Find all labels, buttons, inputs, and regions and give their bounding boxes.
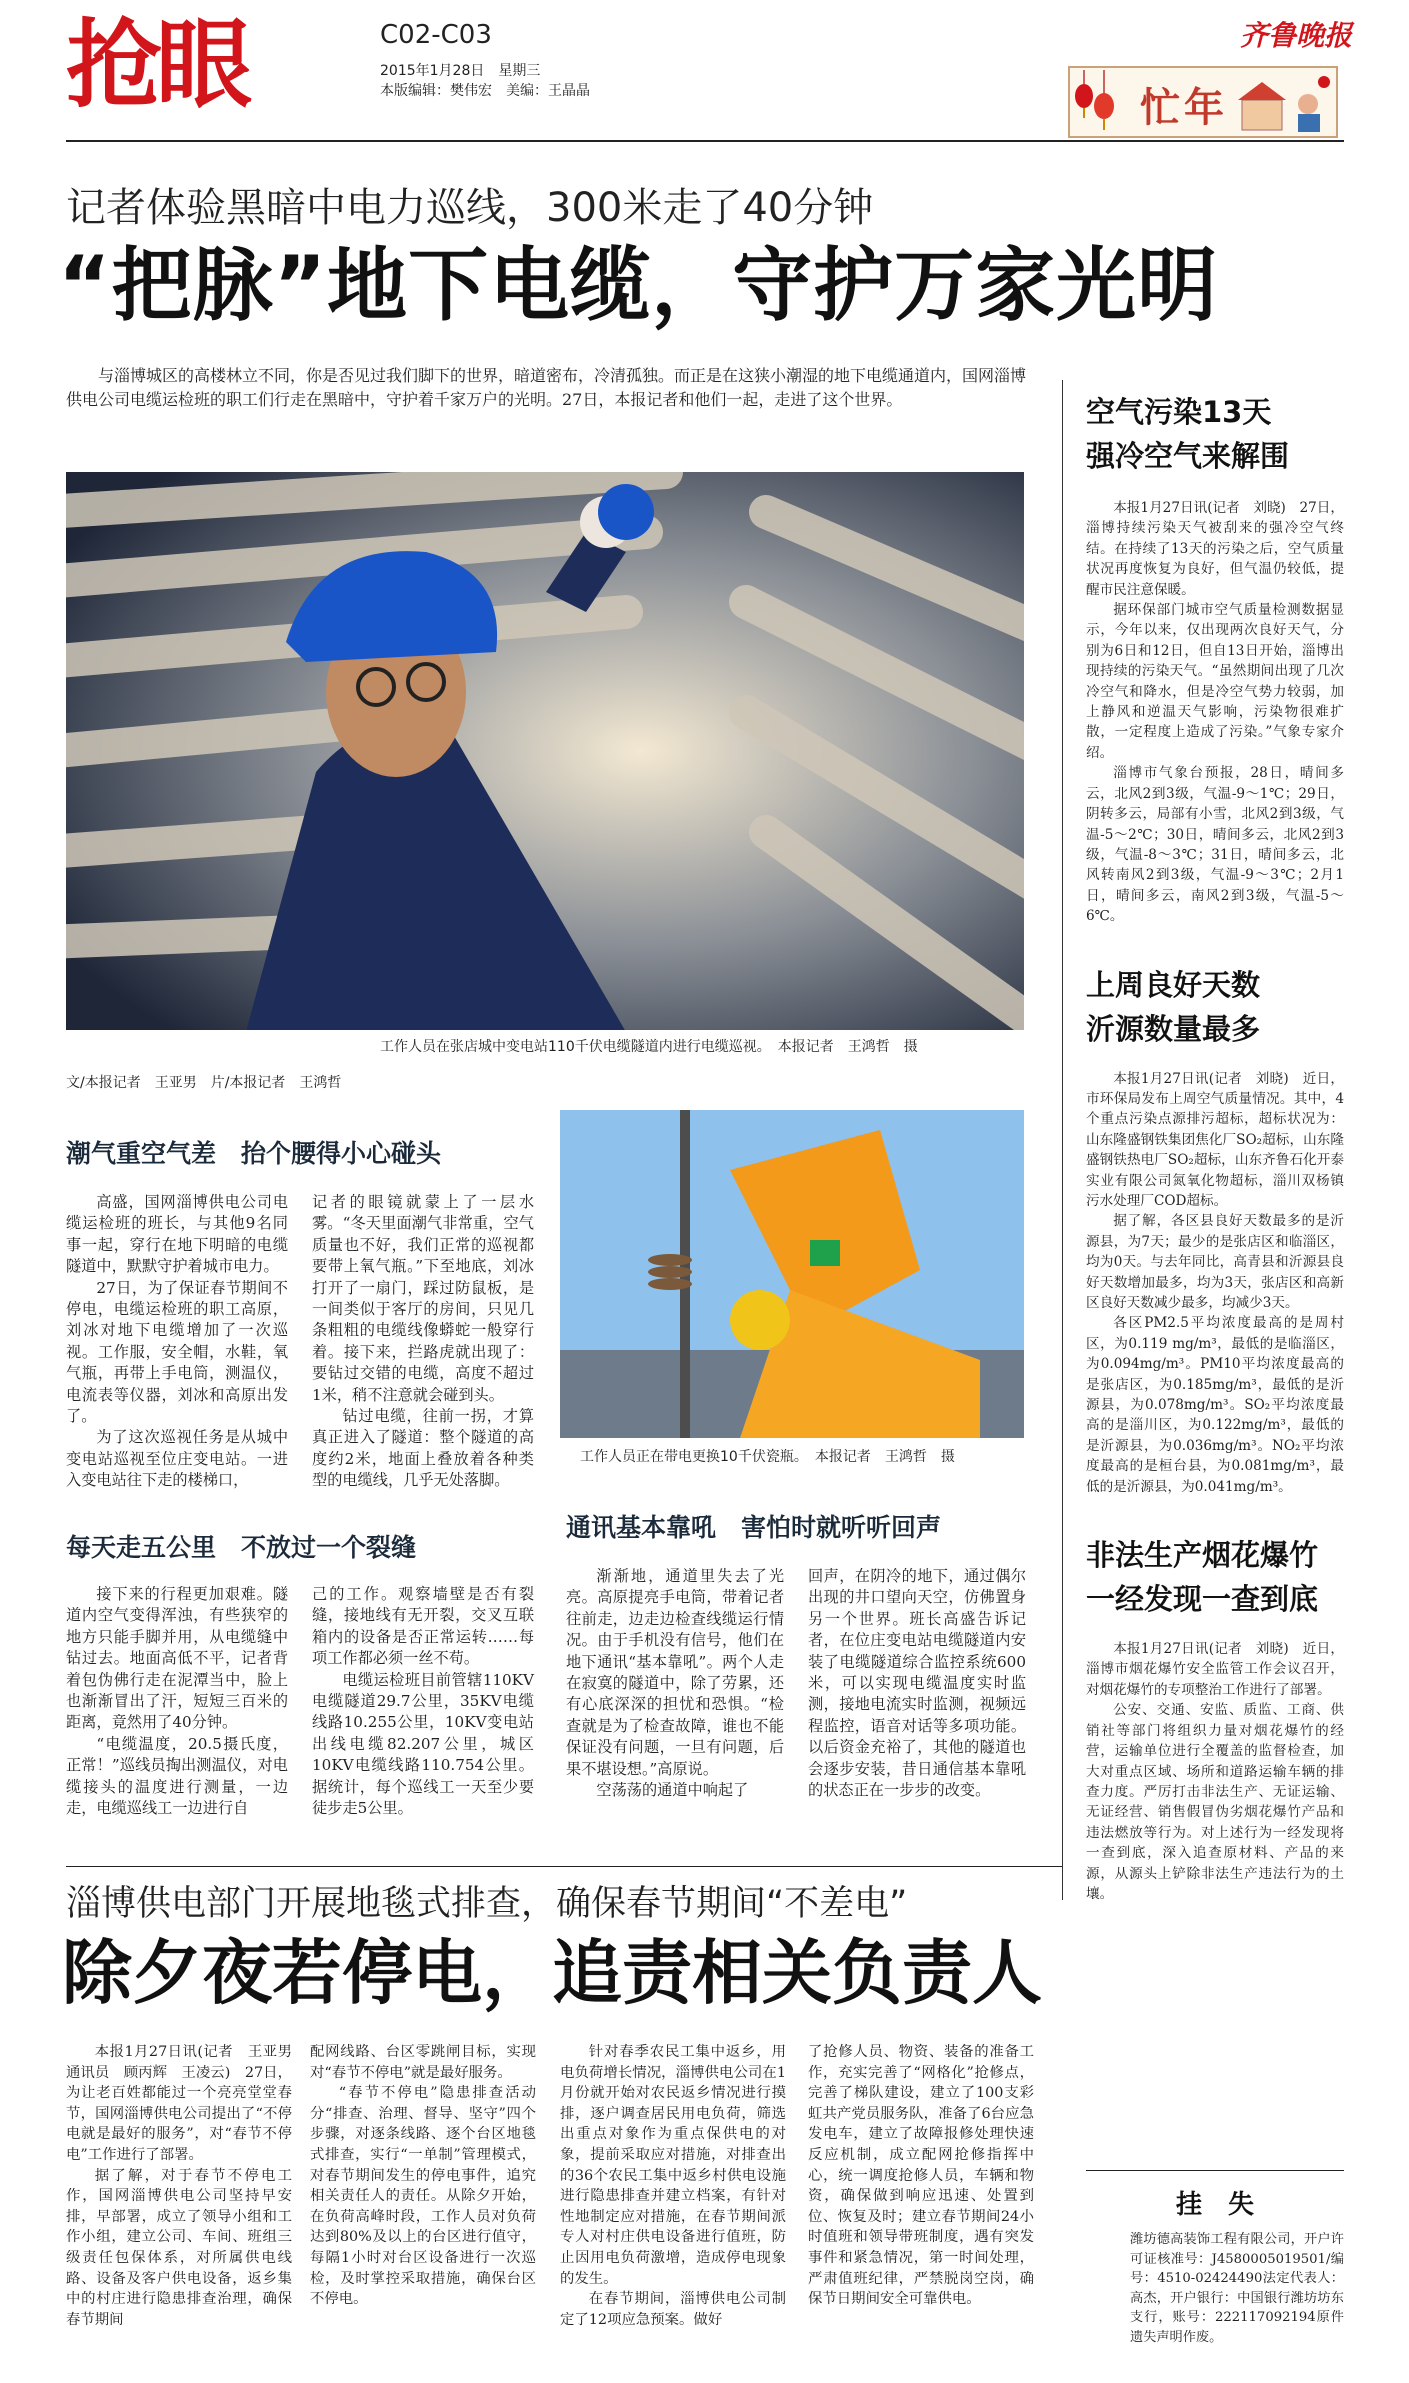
lost-notice-body [1130, 2230, 1344, 2347]
second-photo [560, 1110, 1024, 1438]
sidebar-story3-body [1086, 1639, 1344, 1904]
s2c2-p2: 电缆运检班目前管辖110KV电缆隧道29.7公里，35KV电缆线路10.255公里，10KV变电站出线电缆82.207公里，城区10KV电缆线路110.754公里。据统计，每个巡线工一天至少要徒步走5公里。 [312, 1670, 534, 1818]
s1c1-p2: 27日，为了保证春节期间不停电，电缆运检班的职工高原，刘冰对地下电缆增加了一次巡视。工作服，安全帽，水鞋，氧气瓶，再带上手电筒，测温仪，电流表等仪器，刘冰和高原出发了。 [66, 1278, 288, 1426]
section1-title: 潮气重空气差 抬个腰得小心碰头 [66, 1139, 442, 1168]
bottom-col3 [560, 2042, 786, 2330]
sidebar-story2-body [1086, 1069, 1344, 1498]
s2-p1: 本报1月27日讯(记者 刘晓) 近日，市环保局发布上周空气质量情况。其中，4个重点污染点源排污超标，超标状况为：山东隆盛钢铁集团焦化厂SO₂超标，山东隆盛钢铁热电厂SO₂超标，山东齐鲁石化开泰实业有限公司氮氧化物超标，淄川双杨镇污水处理厂COD超标。 [1086, 1070, 1344, 1209]
paper-name-logo: 齐鲁晚报 [1240, 19, 1353, 52]
lead-intro-text: 与淄博城区的高楼林立不同，你是否见过我们脚下的世界，暗道密布，冷清孤独。而正是在这狭小潮湿的地下电缆通道内，国网淄博供电公司电缆运检班的职工们行走在黑暗中，守护着千家万户的光明。27日，本报记者和他们一起，走进了这个世界。 [66, 366, 1027, 409]
s3c2-p1: 回声，在阴冷的地下，通过偶尔出现的井口望向天空，仿佛置身另一个世界。班长高盛告诉记者，在位庄变电站电缆隧道内安装了电缆隧道综合监控系统600米，可以实现电缆温度实时监测，接地电流实时监测，视频远程监控，语音对话等多项功能。以后资金充裕了，其他的隧道也会逐步安装，昔日通信基本靠吼的状态正在一步步的改变。 [808, 1567, 1026, 1800]
s1-p1: 本报1月27日讯(记者 刘晓) 27日，淄博持续污染天气被刮来的强冷空气终结。在持续了13天的污染之后，空气质量状况再度恢复为良好，但气温仍较低，提醒市民注意保暖。 [1086, 500, 1344, 598]
section2-title: 每天走五公里 不放过一个裂缝 [66, 1533, 417, 1562]
s3c1-p1: 渐渐地，通道里失去了光亮。高原提亮手电筒，带着记者往前走，边走边检查线缆运行情况。由于手机没有信号，他们在地下通讯“基本靠吼”。两个人走在寂寞的隧道中，除了劳累，还有心底深深的担忧和恐惧。“检查就是为了检查故障，谁也不能保证没有问题，一旦有问题，后果不堪设想。”高原说。 [566, 1567, 784, 1778]
s1c2-p2: 钻过电缆，往前一拐，才算真正进入了隧道：整个隧道的高度约2米，地面上叠放着各种类型的电缆线，几乎无处落脚。 [312, 1407, 534, 1490]
sidebar-story2-title: 上周良好天数 沂源数量最多 [1086, 967, 1261, 1046]
section-title: 抢眼 [66, 9, 246, 121]
masthead [0, 0, 1409, 142]
s3-p1: 本报1月27日讯(记者 刘晓) 近日，淄博市烟花爆竹安全监管工作会议召开，对烟花爆竹的专项整治工作进行了部署。 [1086, 1641, 1344, 1698]
lead-intro [66, 364, 1026, 412]
bottom-col1 [66, 2042, 307, 2330]
s1c2-p1: 记者的眼镜就蒙上了一层水雾。“冬天里面潮气非常重，空气质量也不好，我们正常的巡视都要带上氧气瓶。”下至地底，刘冰打开了一扇门，踩过防鼠板，是一间类似于客厅的房间，只见几条粗粗的电缆线像蟒蛇一般穿行着。接下来，拦路虎就出现了：要钻过交错的电缆，高度不超过1米，稍不注意就会碰到头。 [312, 1193, 534, 1404]
s1-p3: 淄博市气象台预报，28日，晴间多云，北风2到3级，气温-9～1℃；29日，阴转多云，局部有小雪，北风2到3级，气温-5～2℃；30日，晴间多云，北风2到3级，气温-8～3℃；31日，晴间多云，北风转南风2到3级，气温-9～3℃；2月1日，晴间多云，南风2到3级，气温-5～6℃。 [1086, 765, 1344, 925]
s1c1-p1: 高盛，国网淄博供电公司电缆运检班的班长，与其他9名同事一起，穿行在地下明暗的电缆隧道中，默默守护着城市电力。 [66, 1193, 288, 1276]
b4-p1: 了抢修人员、物资、装备的准备工作，充实完善了“网格化”抢修点，完善了梯队建设，建立了100支彩虹共产党员服务队，准备了6台应急发电车，建立了故障报修处理快速反应机制，成立配网抢修指挥中心，统一调度抢修人员，车辆和物资，确保做到响应迅速、处置到位、恢复及时；建立春节期间24小时值班和领导带班制度，遇有突发事件和紧急情况，第一时间处理，严肃值班纪律，严禁脱岗空岗，确保节日期间安全可靠供电。 [808, 2044, 1034, 2308]
bottom-headline: 除夕夜若停电，追责相关负责人 [62, 1932, 1042, 2014]
section3-col1 [566, 1566, 784, 1801]
section2-col1 [66, 1584, 288, 1819]
second-photo-caption: 工作人员正在带电更换10千伏瓷瓶。 本报记者 王鸿哲 摄 [580, 1449, 955, 1465]
worker-insulator-photo [560, 1110, 1024, 1438]
date-line: 2015年1月28日 星期三 [380, 63, 541, 79]
lost-notice-rule [1086, 2170, 1344, 2171]
festival-badge [1068, 66, 1338, 138]
s3-p2: 公安、交通、安监、质监、工商、供销社等部门将组织力量对烟花爆竹的经营，运输单位进行全覆盖的监督检查，加大对重点区域、场所和道路运输车辆的排查力度。严厉打击非法生产、无证运输、无证经营、销售假冒伪劣烟花爆竹产品和违法燃放等行为。对上述行为一经发现将一查到底，深入追查原材料、产品的来源，从源头上铲除非法生产违法行为的土壤。 [1086, 1702, 1344, 1902]
b3-p2: 在春节期间，淄博供电公司制定了12项应急预案。做好 [560, 2291, 786, 2328]
section3-title: 通讯基本靠吼 害怕时就听听回声 [566, 1513, 942, 1542]
cable-tunnel-photo [66, 472, 1024, 1030]
section3-col2 [808, 1566, 1026, 1801]
badge-text: 忙年 [1140, 84, 1228, 131]
main-photo-caption: 工作人员在张店城中变电站110千伏电缆隧道内进行电缆巡视。 本报记者 王鸿哲 摄 [380, 1039, 918, 1055]
page-range: C02-C03 [380, 20, 492, 50]
b2-p1: 配网线路、台区零跳闸目标，实现对“春节不停电”就是最好服务。 [310, 2044, 536, 2081]
lead-headline: “把脉”地下电缆，守护万家光明 [58, 239, 1219, 332]
masthead-rule [66, 140, 1344, 142]
s1-p2: 据环保部门城市空气质量检测数据显示，今年以来，仅出现两次良好天气，分别为6日和12日，但自13日开始，淄博出现持续的污染天气。“虽然期间出现了几次冷空气和降水，但是冷空气势力较弱，加上静风和逆温天气影响，污染物很难扩散，一定程度上造成了污染。”气象专家介绍。 [1086, 602, 1344, 761]
section1-col1 [66, 1192, 288, 1492]
bottom-col4 [808, 2042, 1034, 2310]
b1-p1: 本报1月27日讯(记者 王亚男 通讯员 顾丙辉 王凌云) 27日，为让老百姓都能过一个亮亮堂堂春节，国网淄博供电公司提出了“不停电就是最好的服务”，对“春节不停电”工作进行了部署。 [66, 2044, 307, 2163]
bottom-kicker: 淄博供电部门开展地毯式排查，确保春节期间“不差电” [66, 1884, 908, 1924]
sidebar-story1-title: 空气污染13天 强冷空气来解围 [1086, 395, 1290, 473]
sidebar-story3-title: 非法生产烟花爆竹 一经发现一查到底 [1086, 1538, 1319, 1617]
s2-p2: 据了解，各区县良好天数最多的是沂源县，为7天；最少的是张店区和临淄区，均为0天。与去年同比，高青县和沂源县良好天数增加最多，均为3天，张店区和高新区良好天数减少最多，均减少3天。 [1086, 1213, 1344, 1311]
byline: 文/本报记者 王亚男 片/本报记者 王鸿哲 [66, 1075, 342, 1091]
sidebar-story1-body [1086, 498, 1344, 927]
bottom-col2 [310, 2042, 536, 2310]
lantern-icon [1074, 70, 1134, 138]
sidebar-divider [1062, 380, 1063, 1900]
s3c1-p2: 空荡荡的通道中响起了 [596, 1781, 749, 1800]
s2c2-p1: 己的工作。观察墙壁是否有裂缝，接地线有无开裂，交叉互联箱内的设备是否正常运转……每项工作都必须一丝不苟。 [312, 1585, 534, 1668]
lead-kicker: 记者体验黑暗中电力巡线，300米走了40分钟 [66, 185, 874, 231]
b2-p2: “春节不停电”隐患排查活动分“排查、治理、督导、坚守”四个步骤，对逐条线路、逐个台区地毯式排查，实行“一单制”管理模式，对春节期间发生的停电事件，追究相关责任人的责任。从除夕开始，在负荷高峰时段，工作人员对负荷达到80%及以上的台区进行值守，每隔1小时对台区设备进行一次巡检，及时掌控采取措施，确保台区不停电。 [310, 2085, 536, 2308]
bottom-rule [66, 1866, 1062, 1867]
s2-p3: 各区PM2.5平均浓度最高的是周村区，为0.119 mg/m³，最低的是临淄区，为0.094mg/m³。PM10平均浓度最高的是张店区，为0.185mg/m³，最低的是沂源县，为0.078mg/m³。SO₂平均浓度最高的是淄川区，为0.122mg/m³，最低的是沂源县，为0.036mg/m³。NO₂平均浓度最高的是桓台县，为0.081mg/m³，最低的是沂源县，为0.041mg/m³。 [1086, 1315, 1344, 1495]
lost-notice-text: 潍坊德高装饰工程有限公司，开户许可证核准号：J4580005019501/编号：4510-02424490法定代表人：高杰，开户银行：中国银行潍坊坊东支行，账号：222117092194原件遗失声明作废。 [1130, 2232, 1344, 2345]
main-photo [66, 472, 1024, 1030]
s1c1-p3: 为了这次巡视任务是从城中变电站巡视至位庄变电站。一进入变电站往下走的楼梯口， [66, 1428, 288, 1490]
section2-col2 [312, 1584, 534, 1819]
staff-line: 本版编辑：樊伟宏 美编：王晶晶 [380, 83, 590, 99]
s2c1-p1: 接下来的行程更加艰难。隧道内空气变得浑浊，有些狭窄的地方只能手脚并用，从电缆缝中钻过去。地面高低不平，记者背着包伪佛行走在泥潭当中，脸上也渐渐冒出了汗，短短三百米的距离，竟然用了40分钟。 [66, 1585, 288, 1732]
sidebar [1086, 390, 1344, 1904]
s2c1-p2: “电缆温度，20.5摄氏度，正常！”巡线员掏出测温仪，对电缆接头的温度进行测量，一边走，电缆巡线工一边进行自 [66, 1734, 288, 1818]
b1-p2: 据了解，对于春节不停电工作，国网淄博供电公司坚持早安排，早部署，成立了领导小组和工作小组，建立公司、车间、班组三级责任包保体系，对所属供电线路、设备及客户供电设备，返乡集中的村庄进行隐患排查治理，确保春节期间 [66, 2167, 292, 2328]
b3-p1: 针对春季农民工集中返乡，用电负荷增长情况，淄博供电公司在1月份就开始对农民返乡情况进行摸排，逐户调查居民用电负荷，筛选出重点对象作为重点保供电的对象，提前采取应对措施，对排查出的36个农民工集中返乡村供电设施进行隐患排查并建立档案，有针对性地制定应对措施，在春节期间派专人对村庄供电设备进行值班，防止因用电负荷激增，造成停电现象的发生。 [560, 2044, 786, 2287]
festival-scene-icon [1238, 70, 1334, 136]
section1-col2 [312, 1192, 534, 1492]
lost-notice-title: 挂 失 [1175, 2190, 1254, 2220]
